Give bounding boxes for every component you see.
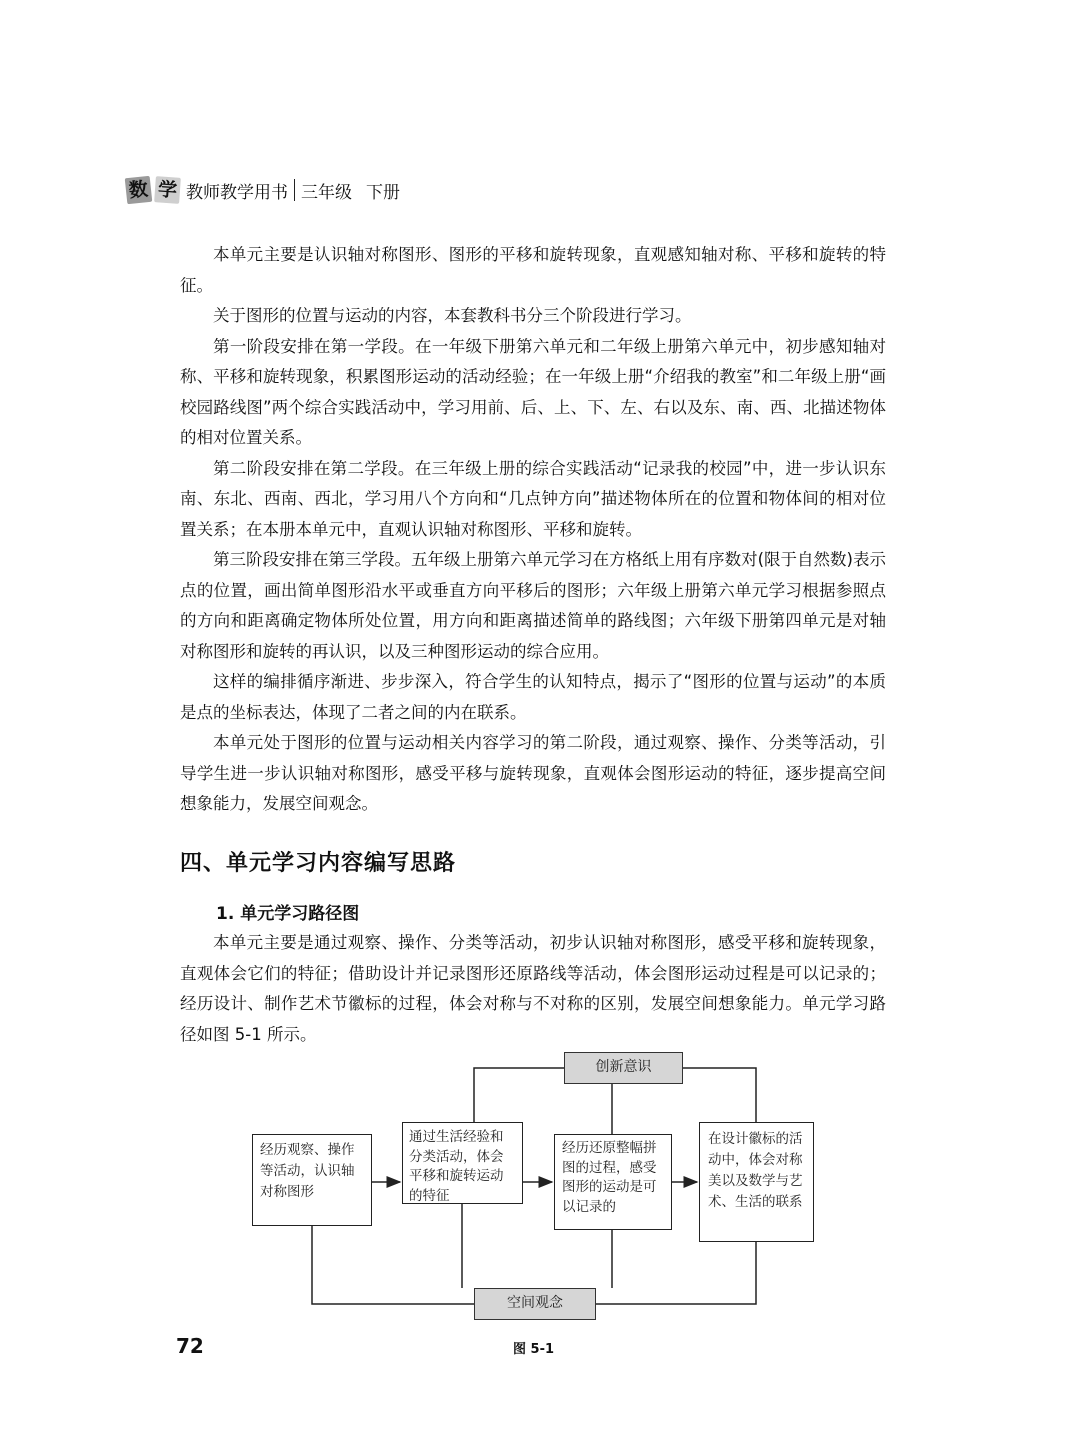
book-title: 教师教学用书 <box>186 182 289 203</box>
paragraph: 本单元主要是认识轴对称图形、图形的平移和旋转现象，直观感知轴对称、平移和旋转的特征。 <box>180 245 886 295</box>
volume-label: 下册 <box>366 182 401 203</box>
path-box-4: 在设计徽标的活动中，体会对称美以及数学与艺术、生活的联系 <box>699 1122 814 1242</box>
grade-label: 三年级 <box>301 182 353 203</box>
paragraph: 第二阶段安排在第二学段。在三年级上册的综合实践活动“记录我的校园”中，进一步认识东南、东北、西南、西北，学习用八个方向和“几点钟方向”描述物体所在的位置和物体间的相对位置关系；在本册本单元中，直观认识轴对称图形、平移和旋转。 <box>180 458 886 539</box>
path-box-2: 通过生活经验和分类活动，体会平移和旋转运动的特征 <box>402 1122 523 1204</box>
spatial-concept-tag: 空间观念 <box>474 1288 596 1320</box>
section-title: 四、单元学习内容编写思路 <box>180 851 457 876</box>
paragraph: 这样的编排循序渐进、步步深入，符合学生的认知特点，揭示了“图形的位置与运动”的本质是点的坐标表达，体现了二者之间的内在联系。 <box>180 672 886 722</box>
paragraph: 第一阶段安排在第一学段。在一年级下册第六单元和二年级上册第六单元中，初步感知轴对称、平移和旋转现象，积累图形运动的活动经验；在一年级上册“介绍我的教室”和二年级上册“画校园路线图”两个综合实践活动中，学习用前、后、上、下、左、右以及东、南、西、北描述物体的相对位置关系。 <box>180 336 886 447</box>
path-box-1: 经历观察、操作等活动，认识轴对称图形 <box>252 1134 372 1226</box>
page-number: 72 <box>176 1334 204 1358</box>
bottom-frame-line-right <box>596 1242 756 1304</box>
logo-char-2: 学 <box>154 176 181 204</box>
paragraph: 本单元主要是通过观察、操作、分类等活动，初步认识轴对称图形，感受平移和旋转现象，直观体会它们的特征；借助设计并记录图形还原路线等活动，体会图形运动过程是可以记录的；经历设计、制作艺术节徽标的过程，体会对称与不对称的区别，发展空间想象能力。单元学习路径如图 5-1 所示。 <box>180 933 886 1044</box>
path-box-3: 经历还原整幅拼图的过程，感受图形的运动是可以记录的 <box>554 1134 672 1230</box>
paragraph: 第三阶段安排在第三学段。五年级上册第六单元学习在方格纸上用有序数对(限于自然数)表示点的位置，画出简单图形沿水平或垂直方向平移后的图形；六年级上册第六单元学习根据参照点的方向和距离确定物体所处位置，用方向和距离描述简单的路线图；六年级下册第四单元是对轴对称图形和旋转的再认识，以及三种图形运动的综合应用。 <box>180 550 886 661</box>
paragraph: 本单元处于图形的位置与运动相关内容学习的第二阶段，通过观察、操作、分类等活动，引导学生进一步认识轴对称图形，感受平移与旋转现象，直观体会图形运动的特征，逐步提高空间想象能力，发展空间观念。 <box>180 733 886 813</box>
innovation-awareness-tag: 创新意识 <box>564 1052 683 1084</box>
subsection-title: 1. 单元学习路径图 <box>216 904 360 924</box>
logo-char-1: 数 <box>125 176 153 204</box>
paragraph: 关于图形的位置与运动的内容，本套教科书分三个阶段进行学习。 <box>213 306 692 325</box>
bottom-frame-line-left <box>312 1226 474 1304</box>
top-frame-line-right <box>683 1068 756 1122</box>
figure-caption: 图 5-1 <box>513 1342 555 1357</box>
top-frame-line-left <box>474 1068 564 1122</box>
